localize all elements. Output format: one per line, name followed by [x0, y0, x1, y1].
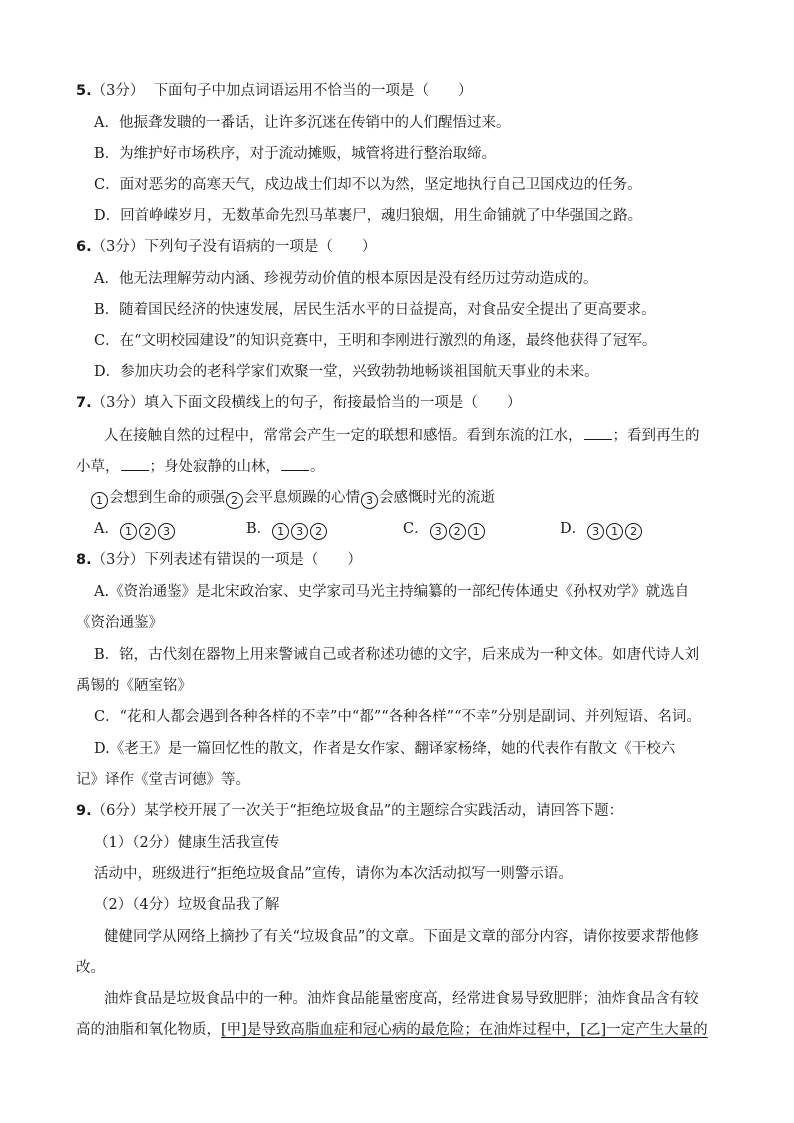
choice-text: 会想到生命的顽强: [109, 490, 225, 506]
question-text: 填入下面文段横线上的句子，衔接最恰当的一项是（ ）: [144, 395, 522, 411]
question-7-option-a: [94, 519, 176, 540]
passage-text: ；身处寂静的山林，: [149, 459, 280, 475]
question-8-option-d-line-2: 记》译作《堂吉诃德》等。: [76, 772, 250, 788]
question-6-option-b: B．随着国民经济的快速发展，居民生活水平的日益提高，对食品安全提出了更高要求。: [94, 302, 656, 318]
question-8-option-c: C．“花和人都会遇到各种各样的不幸”中“都”“各种各样”“不幸”分别是副词、并列短语、名词。: [94, 709, 701, 725]
underlined-article-text: [甲]是导致高脂血症和冠心病的最危险；在油炸过程中，[乙]一定产生大量的: [221, 1022, 708, 1038]
question-6-option-c: C．在“文明校园建设”的知识竞赛中，王明和李刚进行激烈的角逐，最终他获得了冠军。: [94, 333, 657, 349]
question-9-sub1-title: （1）（2分）健康生活我宣传: [94, 835, 280, 851]
option-letter: B．: [246, 521, 272, 537]
question-8-option-d-line-1: D.《老王》是一篇回忆性的散文，作者是女作家、翻译家杨绛，她的代表作有散文《干校六: [94, 741, 676, 757]
option-letter: A．: [94, 521, 119, 537]
question-text: 下列句子没有语病的一项是（ ）: [144, 239, 377, 255]
question-text: 下列表述有错误的一项是（ ）: [144, 552, 362, 568]
answer-blank: [281, 456, 309, 471]
choice-text: 会平息烦躁的心情: [244, 490, 360, 506]
circled-number-3: 3: [361, 492, 378, 509]
choice-text: 会感慨时光的流逝: [379, 490, 495, 506]
question-7-option-b: [246, 519, 328, 540]
question-9-article-line-1: 油炸食品是垃圾食品中的一种。油炸食品能量密度高，经常进食易导致肥胖；油炸食品含有较: [104, 991, 699, 1007]
question-number: 7.: [76, 395, 92, 411]
answer-blank: [121, 456, 149, 471]
circled-number-1: 1: [468, 523, 485, 540]
question-8-stem: [76, 550, 362, 570]
circled-number-1: 1: [606, 523, 623, 540]
question-9-sub2-title: （2）（4分）垃圾食品我了解: [94, 897, 280, 913]
question-5-option-b: B．为维护好市场秩序，对于流动摊贩，城管将进行整治取缔。: [94, 146, 497, 162]
circled-number-2: 2: [449, 523, 466, 540]
question-9-article-line-2: [76, 1020, 708, 1040]
question-6-stem: [76, 237, 376, 257]
question-8-option-a-line-2: 《资治通鉴》: [76, 615, 163, 631]
option-letter: C．: [403, 521, 429, 537]
question-number: 6.: [76, 239, 92, 255]
circled-number-1: 1: [272, 523, 289, 540]
circled-number-3: 3: [587, 523, 604, 540]
question-score: （6分）: [91, 803, 145, 819]
question-7-option-c: [403, 519, 486, 540]
circled-number-2: 2: [310, 523, 327, 540]
passage-text: 。: [310, 459, 325, 475]
question-8-option-a-line-1: A.《资治通鉴》是北宋政治家、史学家司马光主持编纂的一部纪传体通史《孙权劝学》就选自: [94, 584, 690, 600]
option-letter: D．: [560, 521, 587, 537]
question-8-option-b-line-2: 禹锡的《陋室铭》: [76, 678, 192, 694]
circled-number-2: 2: [139, 523, 156, 540]
article-text: 高的油脂和氧化物质，: [76, 1022, 221, 1038]
question-7-option-d: [560, 519, 643, 540]
question-text: 某学校开展了一次关于“拒绝垃圾食品”的主题综合实践活动，请回答下题：: [144, 803, 624, 819]
question-score: （3分）: [91, 395, 145, 411]
question-9-stem: [76, 801, 623, 821]
circled-number-2: 2: [625, 523, 642, 540]
question-text: 下面句子中加点词语运用不恰当的一项是（ ）: [153, 83, 473, 99]
question-5-option-d: D．回首峥嵘岁月，无数革命先烈马革裹尸，魂归狼烟，用生命铺就了中华强国之路。: [94, 208, 643, 224]
question-9-sub2-text-line-1: 健健同学从网络上摘抄了有关“垃圾食品”的文章。下面是文章的部分内容，请你按要求帮他修: [104, 929, 699, 945]
question-9-sub2-text-line-2: 改。: [76, 960, 105, 976]
circled-number-1: 1: [120, 523, 137, 540]
question-number: 8.: [76, 552, 92, 568]
passage-text: ；看到再生的: [612, 428, 700, 444]
circled-number-2: 2: [226, 492, 243, 509]
question-8-option-b-line-1: B．铭，古代刻在器物上用来警诫自己或者称述功德的文字，后来成为一种文体。如唐代诗人刘: [94, 647, 700, 663]
question-7-passage-line-1: [104, 425, 700, 446]
question-number: 5.: [76, 83, 92, 99]
question-5-stem: [76, 81, 473, 101]
answer-blank: [584, 425, 612, 440]
question-5-option-c: C．面对恶劣的高寒天气，戍边战士们却不以为然，坚定地执行自己卫国戍边的任务。: [94, 177, 642, 193]
question-score: （3分）: [91, 83, 145, 99]
circled-number-3: 3: [430, 523, 447, 540]
question-number: 9.: [76, 803, 92, 819]
passage-text: 小草，: [76, 459, 120, 475]
question-6-option-d: D．参加庆功会的老科学家们欢聚一堂，兴致勃勃地畅谈祖国航天事业的未来。: [94, 364, 599, 380]
circled-number-3: 3: [158, 523, 175, 540]
question-7-stem: [76, 393, 521, 413]
question-6-option-a: A．他无法理解劳动内涵、珍视劳动价值的根本原因是没有经历过劳动造成的。: [94, 271, 598, 287]
question-7-choices: [90, 488, 495, 509]
question-7-passage-line-2: [76, 456, 325, 477]
question-5-option-a: A．他振聋发聩的一番话，让许多沉迷在传销中的人们醒悟过来。: [94, 115, 511, 131]
question-9-sub1-text: 活动中，班级进行“拒绝垃圾食品”宣传，请你为本次活动拟写一则警示语。: [94, 866, 573, 882]
circled-number-1: 1: [91, 492, 108, 509]
passage-text: 人在接触自然的过程中，常常会产生一定的联想和感悟。看到东流的江水，: [104, 428, 583, 444]
question-score: （3分）: [91, 239, 145, 255]
question-score: （3分）: [91, 552, 145, 568]
circled-number-3: 3: [291, 523, 308, 540]
